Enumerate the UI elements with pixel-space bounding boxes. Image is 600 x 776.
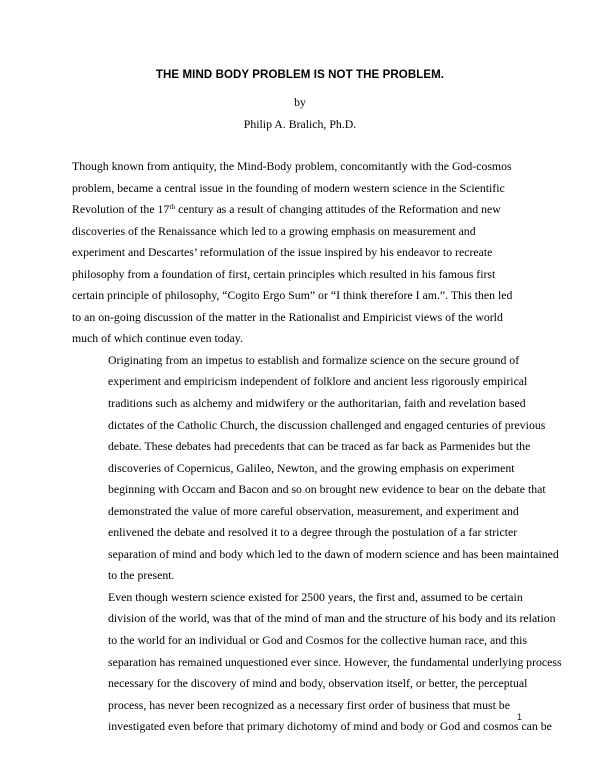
paragraph-line: certain principle of philosophy, “Cogito Ergo Sum” or “I think therefore I am.”. This then led bbox=[72, 288, 513, 303]
author-name: Philip A. Bralich, Ph.D. bbox=[243, 117, 357, 131]
paragraph-line: investigated even before that primary dichotomy of mind and body or God and cosmos can be bbox=[108, 719, 552, 734]
paragraph-line: much of which continue even today. bbox=[72, 331, 243, 346]
line-text: century as a result of changing attitudes of the Reformation and new bbox=[175, 202, 501, 217]
paragraph-line: Originating from an impetus to establish and formalize science on the secure ground of bbox=[108, 352, 520, 367]
byline: by bbox=[294, 95, 306, 109]
document-title: THE MIND BODY PROBLEM IS NOT THE PROBLEM. bbox=[155, 69, 445, 81]
paragraph-line: debate. These debates had precedents that can be traced as far back as Parmenides but the bbox=[108, 439, 531, 454]
paragraph-line: discoveries of Copernicus, Galileo, Newton, and the growing emphasis on experiment bbox=[108, 460, 515, 475]
paragraph-line: division of the world, was that of the mind of man and the structure of his body and its relation bbox=[108, 611, 556, 626]
paragraph-3 bbox=[72, 587, 562, 738]
paragraph-line: necessary for the discovery of mind and body, observation itself, or better, the perceptual bbox=[108, 676, 528, 691]
paragraph-1 bbox=[72, 156, 530, 350]
paragraph-line: Though known from antiquity, the Mind-Body problem, concomitantly with the God-cosmos bbox=[72, 159, 512, 173]
paragraph-line: problem, became a central issue in the founding of modern western science in the Scientific bbox=[72, 180, 505, 195]
paragraph-line: Even though western science existed for 2500 years, the first and, assumed to be certain bbox=[108, 589, 523, 604]
paragraph-line bbox=[72, 199, 530, 221]
paragraph-line: to the world for an individual or God and Cosmos for the collective human race, and this bbox=[108, 633, 528, 648]
paragraph-line: demonstrated the value of more careful observation, measurement, and experiment and bbox=[108, 503, 519, 518]
paragraph-line: process, has never been recognized as a necessary first order of business that must be bbox=[108, 697, 510, 712]
ordinal-superscript: th bbox=[169, 202, 176, 212]
line-text: Revolution of the 17 bbox=[72, 202, 170, 217]
paragraph-line: experiment and Descartes’ reformulation of the issue inspired by his endeavor to recreate bbox=[72, 245, 493, 260]
paragraph-line: beginning with Occam and Bacon and so on brought new evidence to bear on the debate that bbox=[108, 482, 546, 497]
paragraph-2 bbox=[72, 350, 559, 587]
paragraph-line: discoveries of the Renaissance which led to a growing emphasis on measurement and bbox=[72, 223, 476, 238]
paragraph-line: to the present. bbox=[108, 568, 175, 583]
paragraph-line: dictates of the Catholic Church, the discussion challenged and engaged centuries of previous bbox=[108, 417, 546, 432]
document-body bbox=[72, 156, 562, 738]
paragraph-line: traditions such as alchemy and midwifery or the authoritarian, faith and revelation based bbox=[108, 396, 526, 411]
paragraph-line: separation of mind and body which led to the dawn of modern science and has been maintained bbox=[108, 546, 559, 561]
page-number: 1 bbox=[517, 712, 523, 722]
paragraph-line: separation has remained unquestioned ever since. However, the fundamental underlying process bbox=[108, 654, 562, 669]
paragraph-line: enlivened the debate and resolved it to a degree through the postulation of a far stricter bbox=[108, 525, 518, 540]
paragraph-line: philosophy from a foundation of first, certain principles which resulted in his famous first bbox=[72, 266, 496, 281]
paragraph-line: experiment and empiricism independent of folklore and ancient less rigorously empirical bbox=[108, 374, 528, 389]
paragraph-line: to an on-going discussion of the matter in the Rationalist and Empiricist views of the world bbox=[72, 309, 503, 324]
